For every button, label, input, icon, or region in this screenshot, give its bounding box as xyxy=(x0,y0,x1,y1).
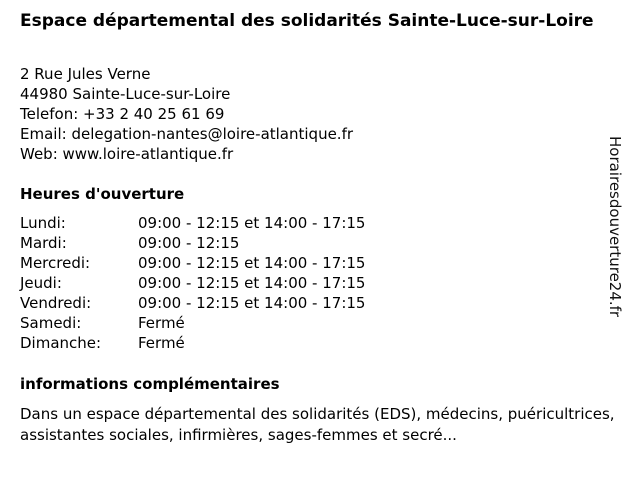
hours-row-friday xyxy=(20,293,365,313)
hours-row-thursday xyxy=(20,273,365,293)
hours-row-tuesday xyxy=(20,233,365,253)
day-hours: 09:00 - 12:15 et 14:00 - 17:15 xyxy=(138,254,366,272)
day-label: Lundi: xyxy=(20,214,66,232)
day-hours: 09:00 - 12:15 xyxy=(138,234,240,252)
address-block xyxy=(20,64,353,164)
additional-info-heading: informations complémentaires xyxy=(20,375,280,393)
day-hours: 09:00 - 12:15 et 14:00 - 17:15 xyxy=(138,214,366,232)
hours-row-monday xyxy=(20,213,365,233)
website-link[interactable]: Web: www.loire-atlantique.fr xyxy=(20,145,234,163)
day-hours: 09:00 - 12:15 et 14:00 - 17:15 xyxy=(138,294,366,312)
day-label: Vendredi: xyxy=(20,294,92,312)
hours-row-saturday xyxy=(20,313,365,333)
day-hours: Fermé xyxy=(138,314,185,332)
opening-hours-heading: Heures d'ouverture xyxy=(20,185,185,203)
street-address: 2 Rue Jules Verne xyxy=(20,65,151,83)
day-label: Jeudi: xyxy=(20,274,62,292)
phone-number[interactable]: Telefon: +33 2 40 25 61 69 xyxy=(20,105,225,123)
day-label: Samedi: xyxy=(20,314,82,332)
city-address: 44980 Sainte-Luce-sur-Loire xyxy=(20,85,231,103)
day-label: Mardi: xyxy=(20,234,67,252)
page-title: Espace départemental des solidarités Sainte-Luce-sur-Loire xyxy=(20,11,594,31)
site-watermark: Horairesdouverture24.fr xyxy=(606,136,624,318)
day-label: Dimanche: xyxy=(20,334,102,352)
day-label: Mercredi: xyxy=(20,254,91,272)
day-hours: 09:00 - 12:15 et 14:00 - 17:15 xyxy=(138,274,366,292)
day-hours: Fermé xyxy=(138,334,185,352)
hours-row-sunday xyxy=(20,333,365,353)
email-address[interactable]: Email: delegation-nantes@loire-atlantique.fr xyxy=(20,125,354,143)
hours-row-wednesday xyxy=(20,253,365,273)
additional-info-text: Dans un espace départemental des solidarités (EDS), médecins, puéricultrices, assistantes sociales, infirmières, sages-femmes et secré... xyxy=(20,405,615,444)
opening-hours-table xyxy=(20,213,365,353)
